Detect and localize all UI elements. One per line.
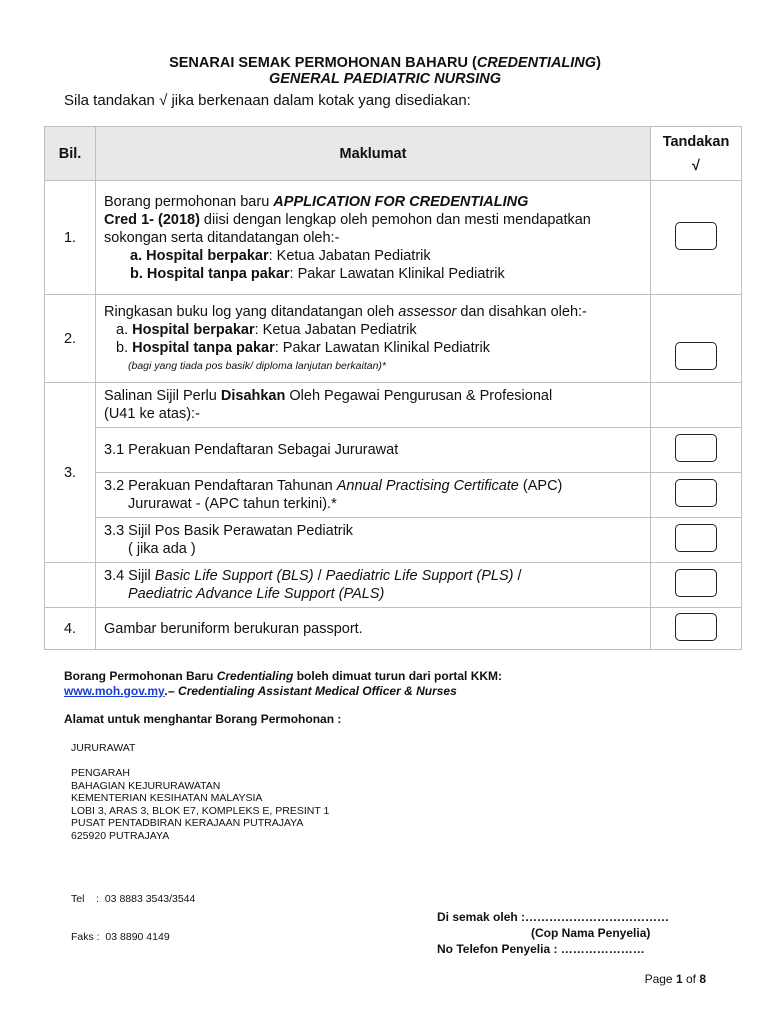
table-row — [45, 608, 742, 650]
address-block: PENGARAH BAHAGIAN KEJURURAWATAN KEMENTERIAN KESIHATAN MALAYSIA LOBI 3, ARAS 3, BLOK E7, KOMPLEKS E, PRESINT 1 PUSAT PENTADBIRAN KERAJAAN PUTRAJAYA 625920 PUTRAJAYA — [71, 767, 330, 842]
tick-cell — [651, 473, 742, 518]
checkbox-3-2[interactable] — [675, 479, 717, 507]
supervisor-stamp-label: (Cop Nama Penyelia) — [531, 926, 651, 940]
table-row — [45, 518, 742, 563]
table-row — [45, 563, 742, 608]
address-heading: Alamat untuk menghantar Borang Permohonan : — [64, 712, 342, 726]
checkbox-1[interactable] — [675, 222, 717, 250]
row-info: 3.1 Perakuan Pendaftaran Sebagai Jururawat — [96, 428, 651, 473]
supervisor-phone-line: No Telefon Penyelia : ………………… — [437, 942, 645, 956]
address-recipient: JURURAWAT — [71, 742, 136, 754]
row-info: 3.3 Sijil Pos Basik Perawatan Pediatrik ( jika ada ) — [96, 518, 651, 563]
checkbox-4[interactable] — [675, 613, 717, 641]
checked-by-line: Di semak oleh :……………………………… — [437, 910, 670, 924]
header-maklumat: Maklumat — [96, 127, 651, 181]
tick-cell — [651, 518, 742, 563]
row-number: 2. — [45, 295, 96, 383]
checkbox-3-3[interactable] — [675, 524, 717, 552]
tick-cell — [651, 181, 742, 295]
tick-cell — [651, 563, 742, 608]
table-row — [45, 295, 742, 383]
checkbox-3-1[interactable] — [675, 434, 717, 462]
row-info: Gambar beruniform berukuran passport. — [96, 608, 651, 650]
row-info: Ringkasan buku log yang ditandatangan oleh assessor dan disahkan oleh:- a. Hospital berpakar: Ketua Jabatan Pediatrik b. Hospital tanpa pakar: Pakar Lawatan Klinikal Pediatrik (bagi yang tiada pos basik/ diploma lanjutan berkaitan)* — [96, 295, 651, 383]
row-number-empty — [45, 563, 96, 608]
table-row — [45, 383, 742, 428]
row-number: 1. — [45, 181, 96, 295]
row-info: Salinan Sijil Perlu Disahkan Oleh Pegawai Pengurusan & Profesional (U41 ke atas):- — [96, 383, 651, 428]
row-number: 3. — [45, 383, 96, 563]
download-note: Borang Permohonan Baru Credentialing boleh dimuat turun dari portal KKM: — [64, 669, 503, 683]
tick-cell — [651, 428, 742, 473]
moh-portal-link[interactable]: www.moh.gov.my — [64, 684, 165, 698]
checkbox-2[interactable] — [675, 342, 717, 370]
table-row — [45, 428, 742, 473]
row-number: 4. — [45, 608, 96, 650]
document-title: SENARAI SEMAK PERMOHONAN BAHARU (CREDENTIALING) — [169, 55, 601, 71]
contact-block: Tel : 03 8883 3543/3544 Faks : 03 8890 4149 — [71, 893, 196, 943]
document-subtitle: GENERAL PAEDIATRIC NURSING — [268, 71, 501, 87]
header-bil: Bil. — [45, 127, 96, 181]
page-indicator: Page 1 of 8 — [644, 972, 706, 986]
row-info: Borang permohonan baru APPLICATION FOR CREDENTIALING Cred 1- (2018) diisi dengan lengkap oleh pemohon dan mesti mendapatkan sokongan serta ditandatangan oleh:- a. Hospital berpakar: Ketua Jabatan Pediatrik b. Hospital tanpa pakar: Pakar Lawatan Klinikal Pediatrik — [96, 181, 651, 295]
instruction-text: Sila tandakan √ jika berkenaan dalam kotak yang disediakan: — [64, 92, 471, 109]
tick-cell — [651, 608, 742, 650]
header-tandakan: Tandakan √ — [651, 127, 742, 181]
checklist-table — [44, 126, 742, 650]
row-info: 3.2 Perakuan Pendaftaran Tahunan Annual Practising Certificate (APC) Jururawat - (APC tahun terkini).* — [96, 473, 651, 518]
tick-cell — [651, 295, 742, 383]
table-header-row — [45, 127, 742, 181]
table-row — [45, 473, 742, 518]
table-row — [45, 181, 742, 295]
portal-line: www.moh.gov.my.– Credentialing Assistant Medical Officer & Nurses — [64, 684, 457, 698]
tick-cell-empty — [651, 383, 742, 428]
checkbox-3-4[interactable] — [675, 569, 717, 597]
row-info: 3.4 Sijil Basic Life Support (BLS) / Paediatric Life Support (PLS) / Paediatric Advance Life Support (PALS) — [96, 563, 651, 608]
